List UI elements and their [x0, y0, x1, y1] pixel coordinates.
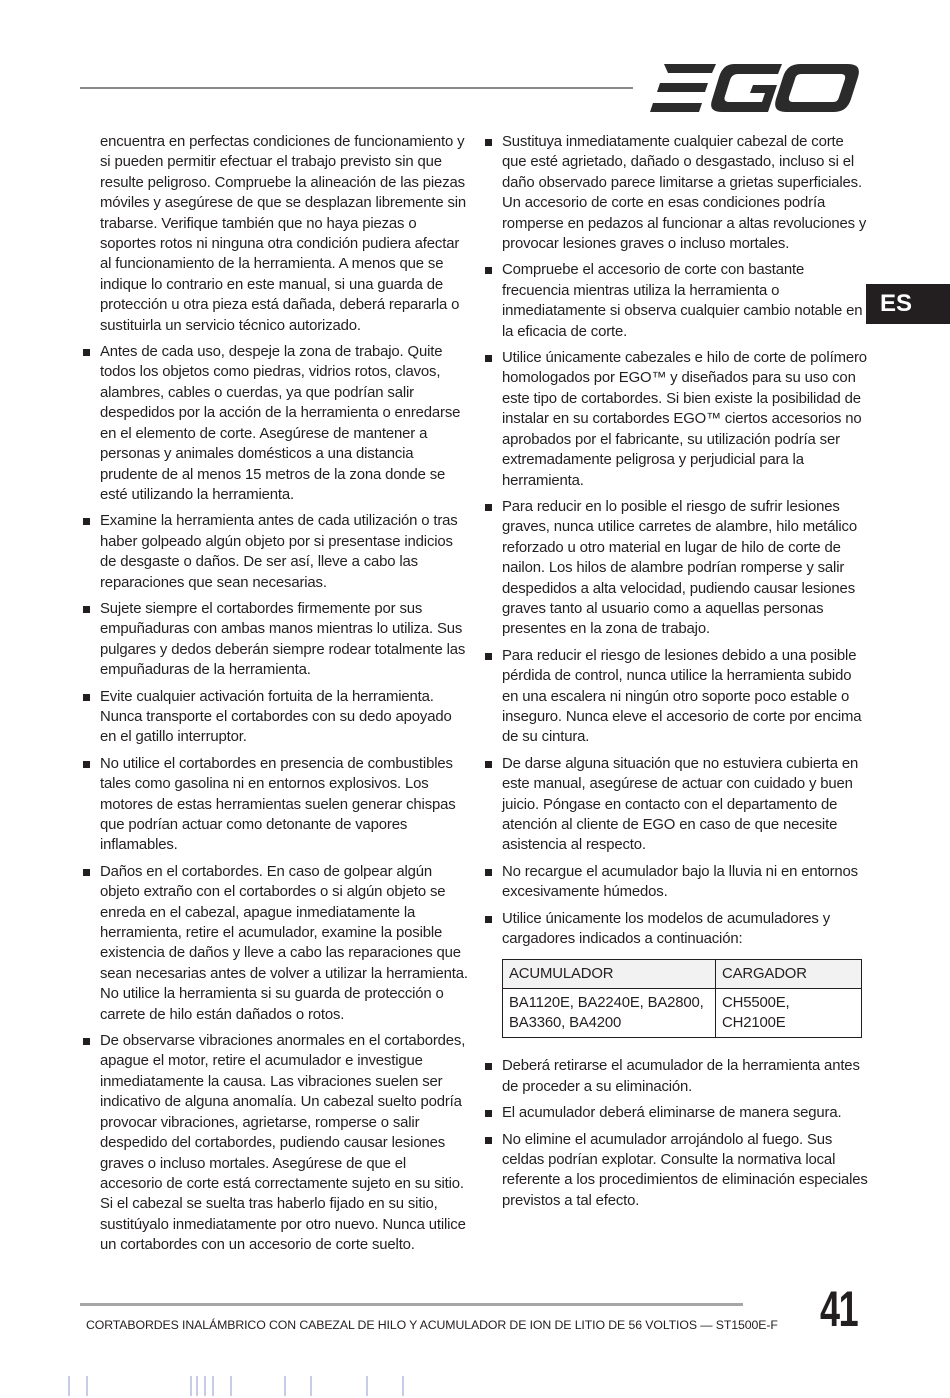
- list-item: Para reducir el riesgo de lesiones debido a una posible pérdida de control, nunca utilice la herramienta subido en una escalera ni ningún otro soporte poco estable o inseguro. Nunca eleve el accesorio de corte por encima de su cintura.: [484, 646, 868, 748]
- left-column: [82, 132, 470, 1262]
- list-item: Deberá retirarse el acumulador de la herramienta antes de proceder a su eliminación.: [484, 1056, 868, 1097]
- footer-product-line: CORTABORDES INALÁMBRICO CON CABEZAL DE HILO Y ACUMULADOR DE ION DE LITIO DE 56 VOLTIOS — ST1500E-F: [86, 1318, 778, 1332]
- list-item: Examine la herramienta antes de cada utilización o tras haber golpeado algún objeto por si presentase indicios de desgaste o daños. De ser así, lleve a cabo las reparaciones que sean necesarias.: [82, 511, 470, 593]
- list-item: El acumulador deberá eliminarse de manera segura.: [484, 1103, 868, 1123]
- list-item: No recargue el acumulador bajo la lluvia ni en entornos excesivamente húmedos.: [484, 862, 868, 903]
- list-item: Sustituya inmediatamente cualquier cabezal de corte que esté agrietado, dañado o desgastado, incluso si el daño observado parece limitarse a grietas superficiales. Un accesorio de corte en esas condiciones podría romperse en pedazos al funcionar a altas revoluciones y provocar lesiones graves o incluso mortales.: [484, 132, 868, 254]
- table-header-charger: CARGADOR: [716, 960, 862, 989]
- table-header-row: [503, 960, 862, 989]
- list-item: Utilice únicamente los modelos de acumuladores y cargadores indicados a continuación:: [484, 909, 868, 950]
- page-number: 41: [820, 1281, 858, 1337]
- ego-logo: [650, 62, 862, 114]
- right-safety-list: [484, 132, 868, 949]
- footer-rule: [80, 1303, 743, 1306]
- print-registration-marks: [0, 1374, 950, 1398]
- list-item: Antes de cada uso, despeje la zona de trabajo. Quite todos los objetos como piedras, vidrios rotos, clavos, alambres, cables o cuerdas, ya que podrían salir despedidos por la acción de la herramienta o enredarse en el elemento de corte. Asegúrese de mantener a personas y animales domésticos a una distancia prudente de al menos 15 metros de la zona donde se esté utilizando la herramienta.: [82, 342, 470, 505]
- left-safety-list: [82, 342, 470, 1255]
- header-rule: [80, 87, 633, 89]
- battery-charger-table: [502, 959, 862, 1038]
- table-cell-chargers: CH5500E, CH2100E: [716, 989, 862, 1038]
- table-row: [503, 989, 862, 1038]
- list-item: Utilice únicamente cabezales e hilo de corte de polímero homologados por EGO™ y diseñados para su uso con este tipo de cortabordes. Si bien existe la posibilidad de instalar en su cortabordes EGO™ ciertos accesorios no aprobados por el fabricante, su utilización podría ser extremadamente peligrosa y perjudicial para la herramienta.: [484, 348, 868, 491]
- list-item: No elimine el acumulador arrojándolo al fuego. Sus celdas podrían explotar. Consulte la normativa local referente a los procedimientos de eliminación especiales previstos a tal efecto.: [484, 1130, 868, 1212]
- list-item: De observarse vibraciones anormales en el cortabordes, apague el motor, retire el acumulador e investigue inmediatamente la causa. Las vibraciones suelen ser indicativo de alguna anomalía. Un cabezal suelto podría provocar vibraciones, agrietarse, romperse o salir despedido del cortabordes, pudiendo causar lesiones graves o incluso mortales. Asegúrese de que el accesorio de corte está correctamente sujeto en su sitio. Si el cabezal se suelta tras haberlo fijado en su sitio, sustitúyalo inmediatamente por otro nuevo. Nunca utilice un cortabordes con un accesorio de corte suelto.: [82, 1031, 470, 1255]
- list-item: Daños en el cortabordes. En caso de golpear algún objeto extraño con el cortabordes o si algún objeto se enreda en el cabezal, apague inmediatamente la herramienta, retire el acumulador, examine la posible existencia de daños y lleve a cabo las reparaciones que sean necesarias antes de volver a utilizar la herramienta. No utilice la herramienta si su guarda de protección o carrete de hilo están dañados o rotos.: [82, 862, 470, 1025]
- right-column: [484, 132, 868, 1217]
- table-header-battery: ACUMULADOR: [503, 960, 716, 989]
- language-tab[interactable]: ES: [866, 284, 950, 324]
- list-item: Para reducir en lo posible el riesgo de sufrir lesiones graves, nunca utilice carretes de alambre, hilo metálico reforzado u otro material en lugar de hilo de corte de nailon. Los hilos de alambre podrían romperse y salir despedidos a alta velocidad, pudiendo causar lesiones graves tanto al usuario como a aquellas personas presentes en la zona de trabajo.: [484, 497, 868, 640]
- continuation-paragraph: encuentra en perfectas condiciones de funcionamiento y si pueden permitir efectuar el trabajo previsto sin que resulte peligroso. Compruebe la alineación de las piezas móviles y asegúrese de que se desplazan libremente sin trabarse. Verifique también que no haya piezas o soportes rotos ni ninguna otra condición pudiera afectar al funcionamiento de la herramienta. A menos que se indique lo contrario en este manual, si una guarda de protección u otra pieza está dañada, deberá repararla o sustituirla un servicio técnico autorizado.: [100, 134, 467, 334]
- table-cell-batteries: BA1120E, BA2240E, BA2800, BA3360, BA4200: [503, 989, 716, 1038]
- disposal-list: [484, 1056, 868, 1211]
- list-item: Sujete siempre el cortabordes firmemente por sus empuñaduras con ambas manos mientras lo utiliza. Sus pulgares y dedos deberán siempre rodear totalmente las empuñaduras de la herramienta.: [82, 599, 470, 681]
- list-item: Compruebe el accesorio de corte con bastante frecuencia mientras utiliza la herramienta o inmediatamente si observa cualquier cambio notable en la eficacia de corte.: [484, 260, 868, 342]
- list-item: Evite cualquier activación fortuita de la herramienta. Nunca transporte el cortabordes con su dedo apoyado en el gatillo interruptor.: [82, 687, 470, 748]
- list-item: No utilice el cortabordes en presencia de combustibles tales como gasolina ni en entornos explosivos. Los motores de estas herramientas suelen generar chispas que podrían actuar como detonante de vapores inflamables.: [82, 754, 470, 856]
- list-item: De darse alguna situación que no estuviera cubierta en este manual, asegúrese de actuar con cuidado y buen juicio. Póngase en contacto con el departamento de atención al cliente de EGO en caso de que necesite asistencia al respecto.: [484, 754, 868, 856]
